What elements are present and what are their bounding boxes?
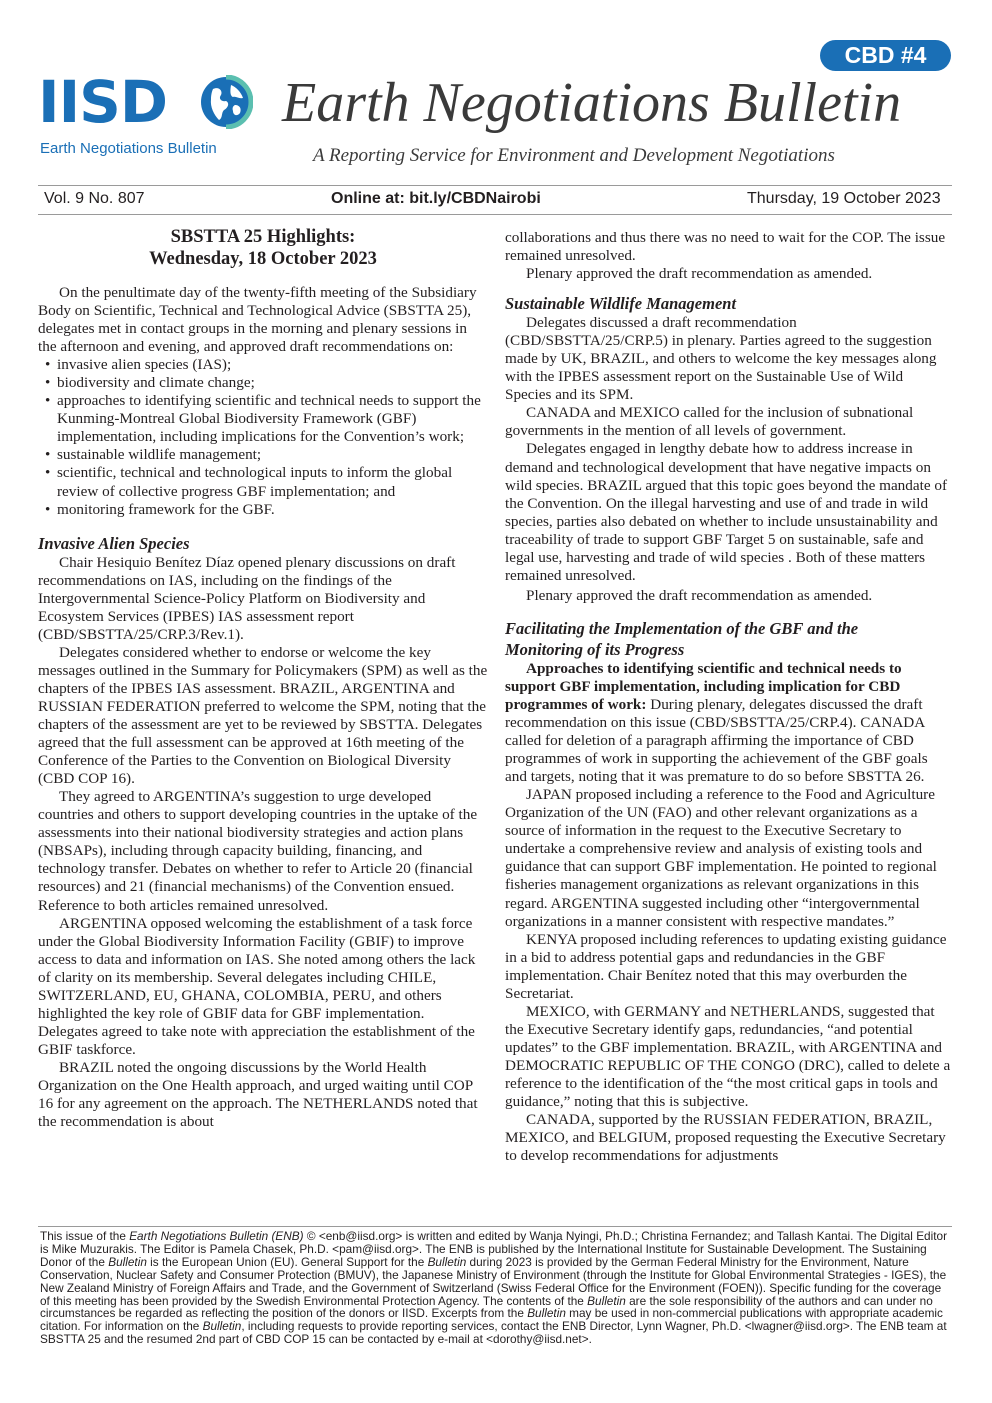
issue-badge: CBD #4	[820, 40, 951, 71]
subsection-lead: Approaches to identifying scientific and technical needs to support GBF implementation, including implication for CBD programmes of work:	[505, 659, 902, 713]
bulletin-title: Earth Negotiations Bulletin	[282, 72, 902, 134]
iisd-logo-subtitle: Earth Negotiations Bulletin	[40, 140, 217, 157]
paragraph: Approaches to identifying scientific and technical needs to support GBF implementation, including implication for CBD programmes of work: During plenary, delegates discussed the draft recommendation on this issue (CBD/SBSTTA/25/CRP.4). CANADA called for deletion of a paragraph affirming the importance of CBD programmes of work in supporting the achievement of the GBF goals and targets, noting that it was premature to do so before SBSTTA 26.	[505, 659, 928, 786]
section-heading-wildlife: Sustainable Wildlife Management	[505, 294, 737, 314]
paragraph: Chair Hesiquio Benítez Díaz opened plenary discussions on draft recommendations on IAS, including on the findings of the Intergovernmental Science-Policy Platform on Biodiversity and Ecosystem Services (IPBES) IAS assessment report (CBD/SBSTTA/25/CRP.3/Rev.1).	[38, 553, 456, 643]
paragraph: Plenary approved the draft recommendation as amended.	[526, 265, 873, 283]
list-item: • invasive alien species (IAS);	[38, 356, 488, 374]
paragraph: Delegates discussed a draft recommendation (CBD/SBSTTA/25/CRP.5) in plenary. Parties agreed to the suggestion made by UK, BRAZIL, and others to welcome the key messages along with the IPBES assessment report on the Sustainable Use of Wild Species and its SPM.	[505, 314, 937, 404]
section-heading-gbf-cont: Monitoring of its Progress	[505, 639, 685, 659]
paragraph: collaborations and thus there was no need to wait for the COP. The issue remained unresolved.	[505, 229, 946, 265]
iisd-logo-text: IISD	[38, 68, 168, 136]
paragraph: MEXICO, with GERMANY and NETHERLANDS, suggested that the Executive Secretary identify gaps, redundancies, “and potential updates” to the GBF implementation. BRAZIL, with ARGENTINA and DEMOCRATIC REPUBLIC OF THE CONGO (DRC), called to delete a reference to the identification of the “the most critical gaps in tools and guidance,” noting that this is subjective.	[505, 1002, 951, 1111]
section-heading-gbf: Facilitating the Implementation of the GBF and the	[505, 618, 859, 638]
paragraph: CANADA and MEXICO called for the inclusion of subnational governments in the mention of all levels of government.	[505, 404, 914, 440]
bulletin-subtitle: A Reporting Service for Environment and Development Negotiations	[313, 145, 835, 166]
issue-date: Thursday, 19 October 2023	[747, 190, 941, 207]
paragraph: Delegates engaged in lengthy debate how to address increase in demand and technological development that have negative impacts on wild species. BRAZIL argued that this topic goes beyond the mandate of the Convention. On the illegal harvesting and use of and trade in wild species, parties also debated on whether to include unsustainability and traceability of trade to support GBF Target 5 on sustainable, safe and legal use, harvesting and trade of wild species . Both of these matters remained unresolved.	[505, 440, 948, 584]
header-bottom-rule	[38, 214, 952, 215]
paragraph: They agreed to ARGENTINA’s suggestion to urge developed countries and others to support developing countries in the uptake of the assessments into their national biodiversity strategies and action plans (NBSAPs), including through capacity building, financing, and technology transfer. Debates on whether to refer to Article 20 (financial resources) and 21 (financial mechanisms) of the Convention ensued. Reference to both articles remained unresolved.	[38, 788, 478, 914]
globe-icon	[199, 75, 253, 129]
intro-paragraph: On the penultimate day of the twenty-fifth meeting of the Subsidiary Body on Scientific, Technical and Technological Advice (SBSTTA 25), delegates met in contact groups in the morning and plenary sessions in the afternoon and evening, and approved draft recommendations on:	[38, 284, 477, 356]
online-link[interactable]: Online at: bit.ly/CBDNairobi	[331, 190, 541, 207]
paragraph: Plenary approved the draft recommendation as amended.	[526, 586, 873, 604]
footer-rule	[38, 1226, 952, 1227]
list-item: • approaches to identifying scientific and technical needs to support the Kunming-Montreal Global Biodiversity Framework (GBF) implementation, including implications for the Convention’s work;	[38, 392, 488, 446]
list-item: • monitoring framework for the GBF.	[38, 501, 488, 519]
left-column	[38, 226, 488, 1131]
highlights-date: Wednesday, 18 October 2023	[149, 249, 377, 269]
list-item: • biodiversity and climate change;	[38, 374, 488, 392]
paragraph: KENYA proposed including references to updating existing guidance in a bid to address potential gaps and redundancies in the GBF implementation. Chair Benítez noted that this may overburden the Secretariat.	[505, 930, 947, 1002]
header-top-rule	[38, 185, 952, 186]
paragraph: Delegates considered whether to endorse or welcome the key messages outlined in the Summary for Policymakers (SPM) as well as the chapters of the IPBES IAS assessment. BRAZIL, ARGENTINA and RUSSIAN FEDERATION preferred to welcome the SPM, noting that the chapters of the assessment are yet to be reviewed by SBSTTA. Delegates agreed that the full assessment can be approved at 16th meeting of the Conference of the Parties to the Convention on Biological Diversity (CBD COP 16).	[38, 643, 488, 788]
section-heading-ias: Invasive Alien Species	[38, 533, 190, 553]
footer-credits: This issue of the Earth Negotiations Bulletin (ENB) © <enb@iisd.org> is written and edited by Wanja Nyingi, Ph.D.; Christina Fernandez; and Tallash Kantai. The Digital Editor is Mike Muzurakis. The Editor is Pamela Chasek, Ph.D. <pam@iisd.org>. The ENB is published by the International Institute for Sustainable Development. The Sustaining Donor of the Bulletin is the European Union (EU). General Support for the Bulletin during 2023 is provided by the German Federal Ministry for the Environment, Nature Conservation, Nuclear Safety and Consumer Protection (BMUV), the Japanese Ministry of Environment (through the Institute for Global Environmental Strategies - IGES), the New Zealand Ministry of Foreign Affairs and Trade, and the Government of Switzerland (Swiss Federal Office for the Environment (FOEN)). Specific funding for the coverage of this meeting has been provided by the Swedish Environmental Protection Agency. The contents of the Bulletin are the sole responsibility of the authors and can under no circumstances be regarded as reflecting the position of the donors or IISD. Excerpts from the Bulletin may be used in non-commercial publications with appropriate academic citation. For information on the Bulletin, including requests to provide reporting services, contact the ENB Director, Lynn Wagner, Ph.D. <lwagner@iisd.org>. The ENB team at SBSTTA 25 and the resumed 2nd part of CBD COP 15 can be contacted by e-mail at <dorothy@iisd.net>.	[40, 1229, 948, 1347]
list-item: • scientific, technical and technological inputs to inform the global review of collective progress GBF implementation; and	[38, 464, 488, 500]
paragraph: ARGENTINA opposed welcoming the establishment of a task force under the Global Biodiversity Information Facility (GBIF) to improve access to data and information on IAS. She noted among others the lack of clarity on its membership. Several delegates including CHILE, SWITZERLAND, EU, GHANA, COLOMBIA, PERU, and others highlighted the key role of GBIF data for GBF implementation. Delegates agreed to take note with appreciation the establishment of the GBIF taskforce.	[38, 914, 476, 1058]
paragraph: CANADA, supported by the RUSSIAN FEDERATION, BRAZIL, MEXICO, and BELGIUM, proposed requesting the Executive Secretary to develop recommendations for adjustments	[505, 1111, 946, 1165]
volume-number: Vol. 9 No. 807	[44, 190, 145, 207]
highlights-heading: SBSTTA 25 Highlights:	[170, 227, 356, 247]
right-column	[505, 229, 953, 1165]
recommendation-list	[38, 356, 488, 518]
paragraph: JAPAN proposed including a reference to the Food and Agriculture Organization of the UN (FAO) and other relevant organizations as a source of information in the request to the Executive Secretary to undertake a comprehensive review and analysis of existing tools and guidance that can support GBF implementation. He pointed to regional fisheries management organizations as relevant organizations in this regard. ARGENTINA suggested including other “intergovernmental organizations in a manner consistent with respective mandates.”	[505, 786, 937, 930]
list-item: • sustainable wildlife management;	[38, 446, 488, 464]
paragraph: BRAZIL noted the ongoing discussions by the World Health Organization on the One Health approach, and urged waiting until COP 16 for any agreement on the approach. The NETHERLANDS noted that the recommendation is about	[38, 1058, 478, 1131]
